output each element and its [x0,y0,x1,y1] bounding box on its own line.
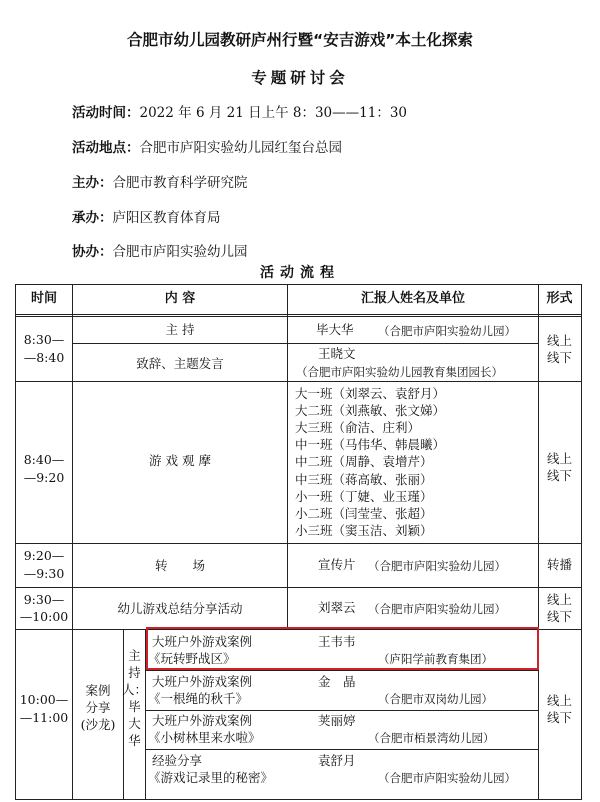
row-rule [145,710,538,711]
case-person: 金 晶 [318,674,356,689]
row5-host-label: 持 [128,665,141,680]
case-subtitle: 《游戏记录里的秘密》 [148,770,274,785]
row1-host-person: 毕大华 [316,322,354,337]
case-unit: （合肥市栢景湾幼儿园） [368,731,495,745]
row5-category: 案例 [85,683,111,698]
row2-time-start: 8:40— [23,452,65,467]
col-rule [287,284,288,629]
row3-person: 宣传片 [318,557,356,572]
row5-host-label: 华 [128,733,141,748]
case-subtitle: 《一根绳的秋千》 [148,691,249,706]
row1-time-end: —8:40 [23,350,65,365]
row4-person: 刘翠云 [318,600,356,615]
row2-reporter: 中二班（周静、袁增芹） [295,454,433,469]
flow-title: 活动流程 [260,265,340,281]
row4-form-offline: 线下 [546,609,572,624]
row1-form-offline: 线下 [546,350,572,365]
row1-host: 主 持 [165,322,195,337]
highlight-box [146,627,539,670]
row3-content: 转 场 [154,558,205,573]
row-rule [15,587,581,588]
info-co-organizer-label: 协办： [72,244,113,260]
row2-reporter: 大一班（刘翠云、袁舒月） [295,386,446,401]
row5-time-end: —11:00 [19,710,69,725]
info-host-unit [72,206,221,226]
row2-content: 游 戏 观 摩 [149,453,211,468]
row1-form-online: 线上 [546,333,572,348]
case-person: 袁舒月 [318,753,356,768]
case-subtitle: 《玩转野战区》 [148,651,236,666]
row5-category: (沙龙) [80,717,116,732]
row2-reporter: 大二班（刘燕敏、张文娣） [295,403,446,418]
row5-host-label: 主 [128,648,141,663]
row1-speech-person: 王晓文 [318,346,356,361]
case-title: 大班户外游戏案例 [152,713,253,728]
row1-speech: 致辞、主题发言 [136,356,224,371]
info-time [72,101,407,121]
row-rule [145,749,538,750]
info-host-unit-label: 承办： [72,210,113,226]
info-co-organizer-value: 合肥市庐阳实验幼儿园 [112,244,248,260]
case-person: 荚丽婷 [318,713,356,728]
row5-form-online: 线上 [546,693,572,708]
row5-form-offline: 线下 [546,710,572,725]
row2-form-online: 线上 [546,451,572,466]
row2-reporter: 小三班（窦玉洁、刘颖） [295,523,433,538]
row1-host-unit: （合肥市庐阳实验幼儿园） [378,324,516,338]
row3-unit: （合肥市庐阳实验幼儿园） [368,559,506,573]
row5-category: 分享 [85,700,111,715]
row4-form-online: 线上 [546,592,572,607]
info-location [72,136,342,156]
row5-host-label: 大 [128,716,141,731]
row5-time-start: 10:00— [19,692,69,707]
header-reporter: 汇报人姓名及单位 [360,291,465,306]
info-organizer-label: 主办： [72,175,113,191]
row4-unit: （合肥市庐阳实验幼儿园） [368,602,506,616]
row4-time-start: 9:30— [23,592,65,607]
document-title: 合肥市幼儿园教研庐州行暨“安吉游戏”本土化探索 [127,31,473,49]
row-rule [72,343,538,344]
info-location-value: 合肥市庐阳实验幼儿园红玺台总园 [139,140,342,156]
row2-reporter: 大三班（俞洁、庄利） [295,420,421,435]
header-time: 时间 [30,291,57,306]
row2-form-offline: 线下 [546,468,572,483]
row3-form: 转播 [546,557,572,572]
case-title: 大班户外游戏案例 [152,634,253,649]
row2-reporter: 中三班（蒋高敏、张丽） [295,472,433,487]
header-content: 内 容 [164,291,196,306]
info-location-label: 活动地点： [72,140,140,156]
row2-time-end: —9:20 [23,470,65,485]
info-host-unit-value: 庐阳区教育体育局 [112,210,221,226]
row3-time-start: 9:20— [23,548,65,563]
case-title: 经验分享 [152,753,203,768]
header-rule [15,314,581,315]
case-title: 大班户外游戏案例 [152,674,253,689]
row4-content: 幼儿游戏总结分享活动 [117,601,243,616]
row2-reporter: 小一班（丁婕、业玉瑾） [295,489,433,504]
header-rule-inner [15,316,581,317]
row-rule [15,543,581,544]
row4-time-end: —10:00 [19,609,69,624]
info-time-label: 活动时间： [72,105,140,121]
case-unit: （庐阳学前教育集团） [378,652,493,666]
row5-host-label: 毕 [128,699,141,714]
row-rule [15,381,581,382]
row1-speech-unit: （合肥市庐阳实验幼儿园教育集团园长） [296,365,503,379]
row2-reporter: 中一班（马伟华、韩晨曦） [295,437,446,452]
row5-host-label: 人： [122,682,148,697]
case-person: 王韦韦 [318,634,356,649]
row2-reporter: 小二班（闫莹莹、张超） [295,506,433,521]
case-unit: （合肥市双岗幼儿园） [378,692,493,706]
case-subtitle: 《小树林里来水啦》 [148,730,261,745]
info-time-value: 2022 年 6 月 21 日上午 8：30——11：30 [139,105,407,121]
info-organizer-value: 合肥市教育科学研究院 [112,175,248,191]
case-unit: （合肥市庐阳实验幼儿园） [378,771,516,785]
document-subtitle: 专题研讨会 [251,69,349,87]
info-co-organizer [72,240,248,260]
row3-time-end: —9:30 [23,566,65,581]
info-organizer [72,171,248,191]
header-form: 形式 [546,291,573,306]
row1-time-start: 8:30— [23,332,65,347]
row-rule [145,670,538,671]
